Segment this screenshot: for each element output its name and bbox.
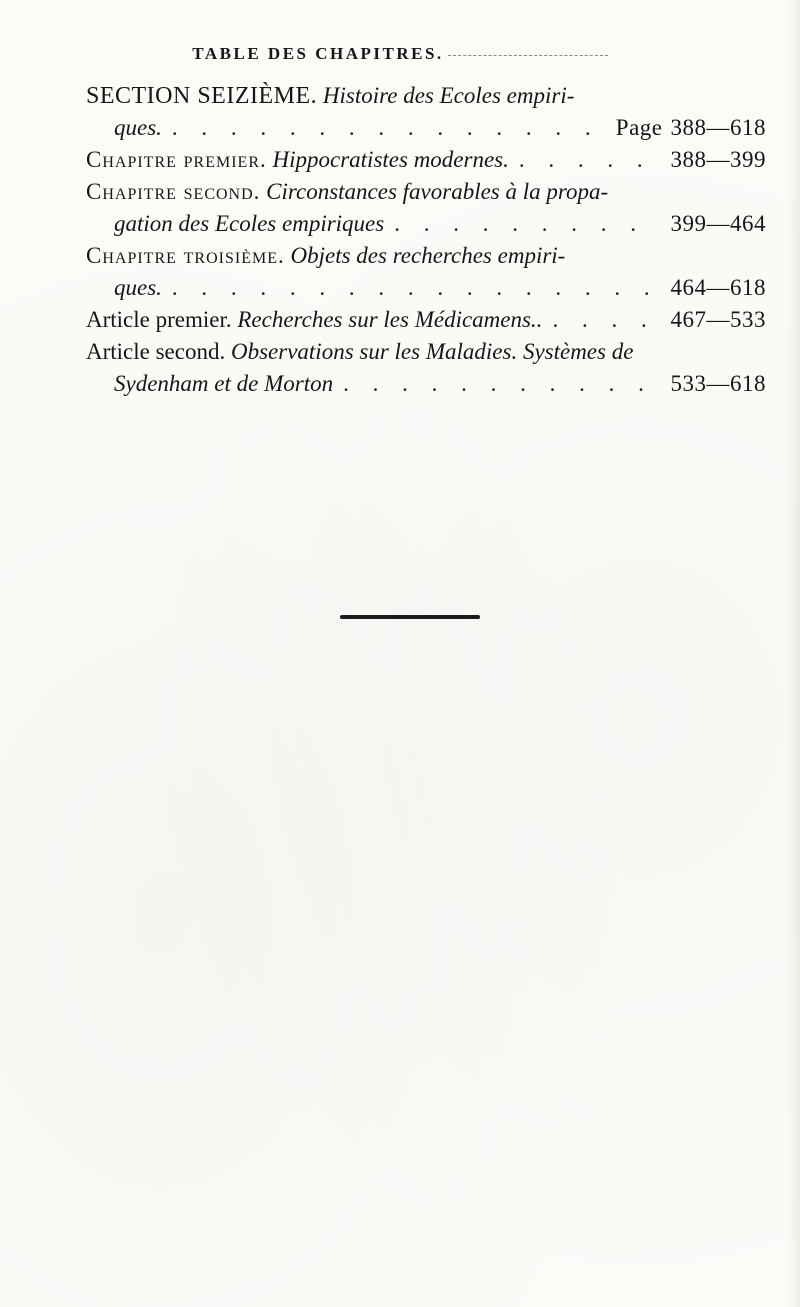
toc-entry-first-line [86,144,766,176]
dot-leader [172,112,606,144]
page-range: 388—399 [670,147,766,172]
toc-entry-lead: Article second. [86,339,226,364]
page-range: 399—464 [670,211,766,236]
page-range: 533—618 [670,371,766,396]
toc-entry-continuation-line [86,368,766,400]
page-word: Page [615,115,663,140]
toc-entry-lead: Article premier. [86,307,232,332]
toc-entry-lead: Chapitre second. [86,179,261,204]
toc-entry-chapter [86,144,766,176]
toc-entry-continuation-line [86,112,766,144]
toc-entry-title: Histoire des Ecoles empiri- [322,83,575,108]
toc-entry-title: Hippocratistes modernes. [272,147,509,172]
toc-entry-first-line [86,336,766,368]
dot-leader [343,368,660,400]
toc-entry-continuation: gation des Ecoles empiriques [114,211,385,236]
toc-entry-title: Objets des recherches empiri- [290,243,566,268]
toc-entry-first-line [86,240,766,272]
running-head [0,44,800,64]
table-of-contents [86,80,766,400]
toc-entry-pages [616,112,766,144]
toc-entry-first-line [86,80,766,112]
dot-leader [552,304,660,336]
dot-leader [519,144,661,176]
page-range: 464—618 [670,275,766,300]
toc-entry-chapter [86,240,766,304]
toc-entry-first-line [86,304,766,336]
toc-entry-continuation-line [86,272,766,304]
dot-leader [172,272,661,304]
toc-entry-section [86,80,766,144]
toc-entry-continuation: ques. [114,115,162,140]
page-range: 388—618 [670,115,766,140]
toc-entry-chapter [86,176,766,240]
running-head-rule [448,55,608,56]
toc-entry-article [86,336,766,400]
toc-entry-first-line [86,176,766,208]
section-divider-rule [340,615,480,619]
toc-entry-article [86,304,766,336]
page-edge-shadow [786,0,800,1307]
page-range: 467—533 [670,307,766,332]
toc-entry-title: Recherches sur les Médicamens.. [237,307,543,332]
toc-entry-title: Circonstances favorables à la propa- [266,179,609,204]
toc-entry-lead: Chapitre troisième. [86,243,285,268]
toc-entry-continuation: Sydenham et de Morton [114,371,334,396]
toc-entry-continuation: ques. [114,275,162,300]
dot-leader [394,208,660,240]
toc-entry-title: Observations sur les Maladies. Systèmes de [230,339,634,364]
running-head-text: TABLE DES CHAPITRES. [192,44,444,63]
toc-entry-continuation-line [86,208,766,240]
toc-entry-lead: SECTION SEIZIÈME. [86,83,318,109]
toc-entry-lead: Chapitre premier. [86,147,267,172]
